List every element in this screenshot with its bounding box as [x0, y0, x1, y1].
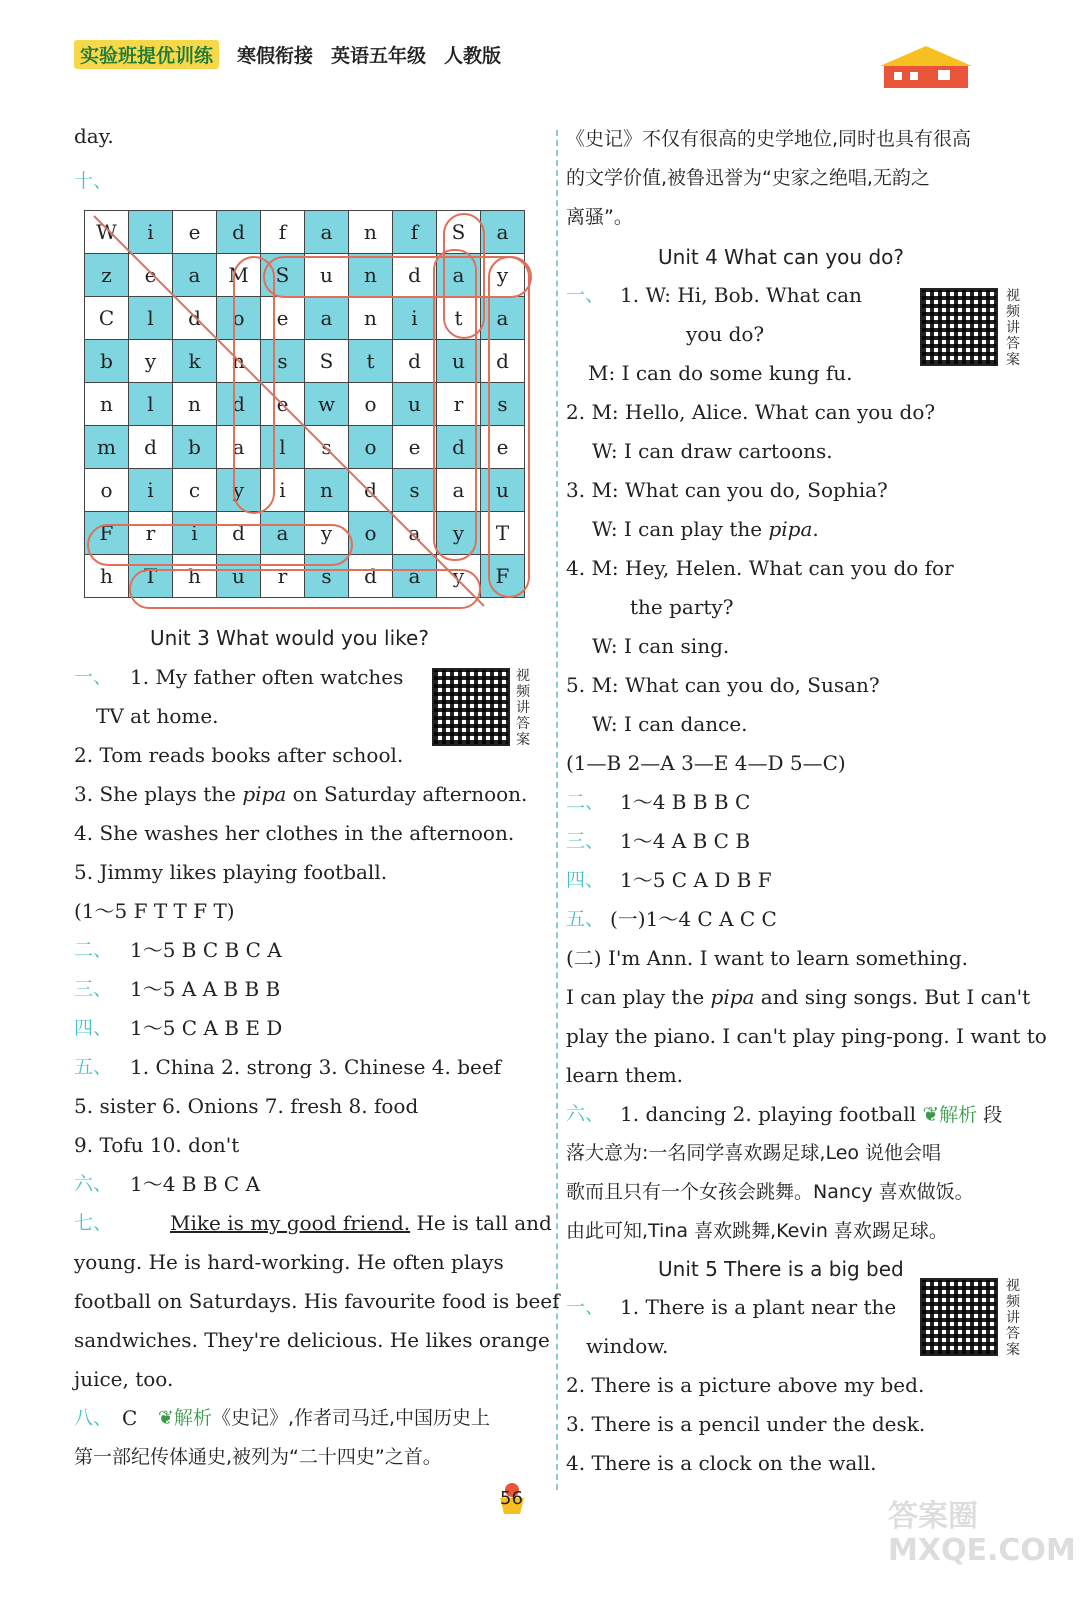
- grid-cell: a: [393, 555, 437, 598]
- grid-cell: i: [393, 297, 437, 340]
- grid-cell: b: [85, 340, 129, 383]
- grid-cell: i: [129, 469, 173, 512]
- grid-cell: y: [437, 555, 481, 598]
- watermark: 答案圈 MXQE.COM: [888, 1499, 1076, 1568]
- u5-item2: 2. There is a picture above my bed.: [566, 1373, 925, 1397]
- u3-item3-b: on Saturday afternoon.: [286, 782, 528, 806]
- s5-answers: 1. China 2. strong 3. Chinese 4. beef: [130, 1055, 502, 1079]
- header-sub2: 英语五年级: [331, 44, 427, 67]
- grid-cell: y: [481, 254, 525, 297]
- r3-answers: 1～4 A B C B: [620, 829, 751, 853]
- unit4-title: Unit 4 What can you do?: [658, 245, 904, 269]
- r6-line4: 由此可知,Tina 喜欢跳舞,Kevin 喜欢踢足球。: [566, 1220, 948, 1242]
- grid-cell: e: [481, 426, 525, 469]
- grid-cell: a: [261, 512, 305, 555]
- grid-cell: d: [437, 426, 481, 469]
- s4-marker: 四、: [74, 1017, 113, 1039]
- header-sub3: 人教版: [444, 44, 502, 67]
- passage-line4: learn them.: [566, 1063, 684, 1087]
- grid-cell: S: [261, 254, 305, 297]
- r3-marker: 三、: [566, 830, 605, 852]
- grid-cell: W: [85, 211, 129, 254]
- s7-line1: [170, 1204, 552, 1244]
- grid-cell: u: [481, 469, 525, 512]
- u3-item3: [74, 775, 527, 815]
- r6-answers: [620, 1095, 1002, 1136]
- word-search-loops: [84, 210, 534, 610]
- u5-item3: 3. There is a pencil under the desk.: [566, 1412, 926, 1436]
- s6-answers: 1～4 B B C A: [130, 1172, 261, 1196]
- page-header: [74, 40, 501, 68]
- s7-line5: juice, too.: [74, 1367, 174, 1391]
- brand-title: 实验班提优训练: [74, 40, 219, 69]
- grid-cell: s: [393, 469, 437, 512]
- grid-cell: l: [261, 426, 305, 469]
- unit5-title: Unit 5 There is a big bed: [658, 1257, 904, 1281]
- grid-cell: a: [481, 297, 525, 340]
- s5-answers-b: 5. sister 6. Onions 7. fresh 8. food: [74, 1094, 419, 1118]
- s2-marker: 二、: [74, 939, 113, 961]
- grid-cell: n: [217, 340, 261, 383]
- grid-cell: f: [393, 211, 437, 254]
- u4-key: (1—B 2—A 3—E 4—D 5—C): [566, 751, 846, 775]
- passage-line3: play the piano. I can't play ping-pong. I want to: [566, 1024, 1047, 1048]
- passage-line2: [566, 978, 1030, 1018]
- qr-label-1: 视频讲答案: [516, 668, 530, 748]
- r2-answers: 1～4 B B B C: [620, 790, 751, 814]
- grid-cell: s: [305, 555, 349, 598]
- grid-cell: r: [129, 512, 173, 555]
- r6-jiexi-label: 解析: [939, 1104, 978, 1126]
- grid-cell: u: [305, 254, 349, 297]
- grid-cell: n: [349, 254, 393, 297]
- grid-cell: m: [85, 426, 129, 469]
- passage-line2-b: and sing songs. But I can't: [754, 985, 1031, 1009]
- u4-d3b-c: .: [812, 517, 819, 541]
- s7-topic-sentence: Mike is my good friend.: [170, 1211, 411, 1235]
- grid-cell: o: [349, 383, 393, 426]
- grid-cell: d: [217, 211, 261, 254]
- grid-cell: t: [349, 340, 393, 383]
- grid-cell: t: [437, 297, 481, 340]
- unit3-title: Unit 3 What would you like?: [150, 626, 429, 650]
- grid-cell: w: [305, 383, 349, 426]
- u4-d4c: W: I can sing.: [592, 634, 730, 658]
- grid-cell: y: [129, 340, 173, 383]
- shiji-line3: 离骚”。: [566, 206, 633, 228]
- qr-code-icon[interactable]: [920, 288, 998, 366]
- s7-line3: football on Saturdays. His favourite food is beef: [74, 1289, 560, 1313]
- grid-cell: l: [129, 297, 173, 340]
- s2-answers: 1～5 B C B C A: [130, 938, 282, 962]
- grid-cell: d: [217, 512, 261, 555]
- u3-item2: 2. Tom reads books after school.: [74, 743, 404, 767]
- grid-cell: o: [349, 512, 393, 555]
- r5-answers: (一)1～4 C A C C: [610, 907, 777, 931]
- grid-cell: y: [217, 469, 261, 512]
- s8-explanation: [158, 1399, 490, 1439]
- r6-answers-text: 1. dancing 2. playing football: [620, 1102, 923, 1126]
- r6-line2: 落大意为:一名同学喜欢踢足球,Leo 说他会唱: [566, 1142, 942, 1164]
- u4-d4b: the party?: [630, 595, 734, 619]
- grid-cell: C: [85, 297, 129, 340]
- u5-marker-1: 一、: [566, 1296, 605, 1318]
- grid-cell: r: [261, 555, 305, 598]
- s7-line1-rest: He is tall and: [410, 1211, 552, 1235]
- u5-item4: 4. There is a clock on the wall.: [566, 1451, 877, 1475]
- grid-cell: a: [173, 254, 217, 297]
- grid-cell: o: [349, 426, 393, 469]
- grid-cell: T: [129, 555, 173, 598]
- grid-cell: y: [437, 512, 481, 555]
- s7-line4: sandwiches. They're delicious. He likes orange: [74, 1328, 550, 1352]
- u3-marker-1: 一、: [74, 666, 113, 688]
- u4-d3a: 3. M: What can you do, Sophia?: [566, 478, 888, 502]
- qr-label-3: 视频讲答案: [1006, 1278, 1020, 1358]
- page-number: 56: [500, 1488, 523, 1509]
- grid-cell: F: [85, 512, 129, 555]
- r6-line3: 歌而且只有一个女孩会跳舞。Nancy 喜欢做饭。: [566, 1181, 974, 1203]
- grid-cell: u: [217, 555, 261, 598]
- grid-cell: T: [481, 512, 525, 555]
- section-10-marker: 十、: [74, 170, 113, 192]
- grid-cell: s: [305, 426, 349, 469]
- leaf-icon: ❦: [922, 1102, 940, 1126]
- grid-cell: s: [261, 340, 305, 383]
- s5-answers-c: 9. Tofu 10. don't: [74, 1133, 240, 1157]
- grid-cell: z: [85, 254, 129, 297]
- shiji-line2: 的文学价值,被鲁迅誉为“史家之绝唱,无韵之: [566, 167, 930, 189]
- u4-d4a: 4. M: Hey, Helen. What can you do for: [566, 556, 954, 580]
- grid-cell: e: [261, 297, 305, 340]
- u4-marker-1: 一、: [566, 284, 605, 306]
- grid-cell: o: [217, 297, 261, 340]
- r4-answers: 1～5 C A D B F: [620, 868, 772, 892]
- grid-cell: a: [217, 426, 261, 469]
- grid-cell: a: [393, 512, 437, 555]
- grid-cell: d: [217, 383, 261, 426]
- grid-cell: c: [173, 469, 217, 512]
- s4-answers: 1～5 C A B E D: [130, 1016, 283, 1040]
- u3-item3-italic: pipa: [242, 782, 287, 806]
- u5-item1b: window.: [586, 1334, 669, 1358]
- r4-marker: 四、: [566, 869, 605, 891]
- grid-cell: d: [173, 297, 217, 340]
- s8-text: 《史记》,作者司马迁,中国历史上: [211, 1407, 491, 1429]
- grid-cell: i: [261, 469, 305, 512]
- u3-item4: 4. She washes her clothes in the afternoon.: [74, 821, 515, 845]
- grid-cell: d: [129, 426, 173, 469]
- u3-item1a: 1. My father often watches: [130, 665, 404, 689]
- u4-d3b: [592, 510, 819, 550]
- grid-cell: h: [173, 555, 217, 598]
- grid-cell: S: [305, 340, 349, 383]
- s5-marker: 五、: [74, 1056, 113, 1078]
- grid-cell: d: [349, 469, 393, 512]
- s8-answer: C: [122, 1406, 138, 1430]
- qr-label-2: 视频讲答案: [1006, 288, 1020, 368]
- grid-cell: a: [437, 469, 481, 512]
- text-day: day.: [74, 124, 114, 148]
- grid-cell: s: [481, 383, 525, 426]
- s6-marker: 六、: [74, 1173, 113, 1195]
- shiji-line1: 《史记》不仅有很高的史学地位,同时也具有很高: [566, 128, 972, 150]
- grid-cell: u: [393, 383, 437, 426]
- u3-item5: 5. Jimmy likes playing football.: [74, 860, 388, 884]
- grid-cell: F: [481, 555, 525, 598]
- grid-cell: r: [437, 383, 481, 426]
- grid-cell: y: [305, 512, 349, 555]
- grid-cell: e: [129, 254, 173, 297]
- grid-cell: n: [305, 469, 349, 512]
- grid-cell: b: [173, 426, 217, 469]
- passage-line2-a: I can play the: [566, 985, 711, 1009]
- u4-d1c: M: I can do some kung fu.: [588, 361, 853, 385]
- passage-line2-italic: pipa: [710, 985, 755, 1009]
- s3-marker: 三、: [74, 978, 113, 1000]
- r6-duan: 段: [977, 1104, 1003, 1126]
- grid-cell: i: [129, 211, 173, 254]
- grid-cell: a: [305, 297, 349, 340]
- r5-marker: 五、: [566, 908, 605, 930]
- r2-marker: 二、: [566, 791, 605, 813]
- grid-cell: k: [173, 340, 217, 383]
- u4-d3b-italic: pipa: [768, 517, 813, 541]
- grid-cell: d: [393, 254, 437, 297]
- grid-cell: n: [349, 297, 393, 340]
- grid-cell: e: [393, 426, 437, 469]
- s8-jiexi-label: 解析: [173, 1407, 212, 1429]
- qr-code-icon[interactable]: [920, 1278, 998, 1356]
- r6-marker: 六、: [566, 1103, 605, 1125]
- grid-cell: e: [261, 383, 305, 426]
- grid-cell: n: [349, 211, 393, 254]
- grid-cell: u: [437, 340, 481, 383]
- grid-cell: a: [481, 211, 525, 254]
- u3-item1b: TV at home.: [96, 704, 219, 728]
- grid-cell: e: [173, 211, 217, 254]
- grid-cell: d: [481, 340, 525, 383]
- u4-d1b: you do?: [686, 322, 765, 346]
- grid-cell: S: [437, 211, 481, 254]
- leaf-icon: ❦: [158, 1407, 174, 1429]
- s3-answers: 1～5 A A B B B: [130, 977, 281, 1001]
- grid-cell: n: [85, 383, 129, 426]
- grid-cell: a: [305, 211, 349, 254]
- s7-marker: 七、: [74, 1212, 113, 1234]
- grid-cell: h: [85, 555, 129, 598]
- s8-marker: 八、: [74, 1407, 113, 1429]
- grid-cell: M: [217, 254, 261, 297]
- u4-d2a: 2. M: Hello, Alice. What can you do?: [566, 400, 936, 424]
- u4-d2b: W: I can draw cartoons.: [592, 439, 833, 463]
- s7-line2: young. He is hard-working. He often plays: [74, 1250, 504, 1274]
- u3-key: (1～5 F T T F T): [74, 899, 235, 923]
- u5-item1a: 1. There is a plant near the: [620, 1295, 897, 1319]
- grid-cell: a: [437, 254, 481, 297]
- u4-d5a: 5. M: What can you do, Susan?: [566, 673, 880, 697]
- grid-cell: n: [173, 383, 217, 426]
- header-sub1: 寒假衔接: [237, 44, 314, 67]
- grid-cell: i: [173, 512, 217, 555]
- house-icon: [880, 44, 972, 90]
- grid-cell: o: [85, 469, 129, 512]
- grid-cell: d: [349, 555, 393, 598]
- grid-cell: l: [129, 383, 173, 426]
- grid-cell: d: [393, 340, 437, 383]
- u3-item3-a: 3. She plays the: [74, 782, 243, 806]
- qr-code-icon[interactable]: [432, 668, 510, 746]
- u4-d1a: 1. W: Hi, Bob. What can: [620, 283, 862, 307]
- u4-d3b-a: W: I can play the: [592, 517, 769, 541]
- passage-line1: (二) I'm Ann. I want to learn something.: [566, 946, 969, 970]
- u4-d5b: W: I can dance.: [592, 712, 748, 736]
- s8-text2: 第一部纪传体通史,被列为“二十四史”之首。: [74, 1446, 442, 1468]
- grid-cell: f: [261, 211, 305, 254]
